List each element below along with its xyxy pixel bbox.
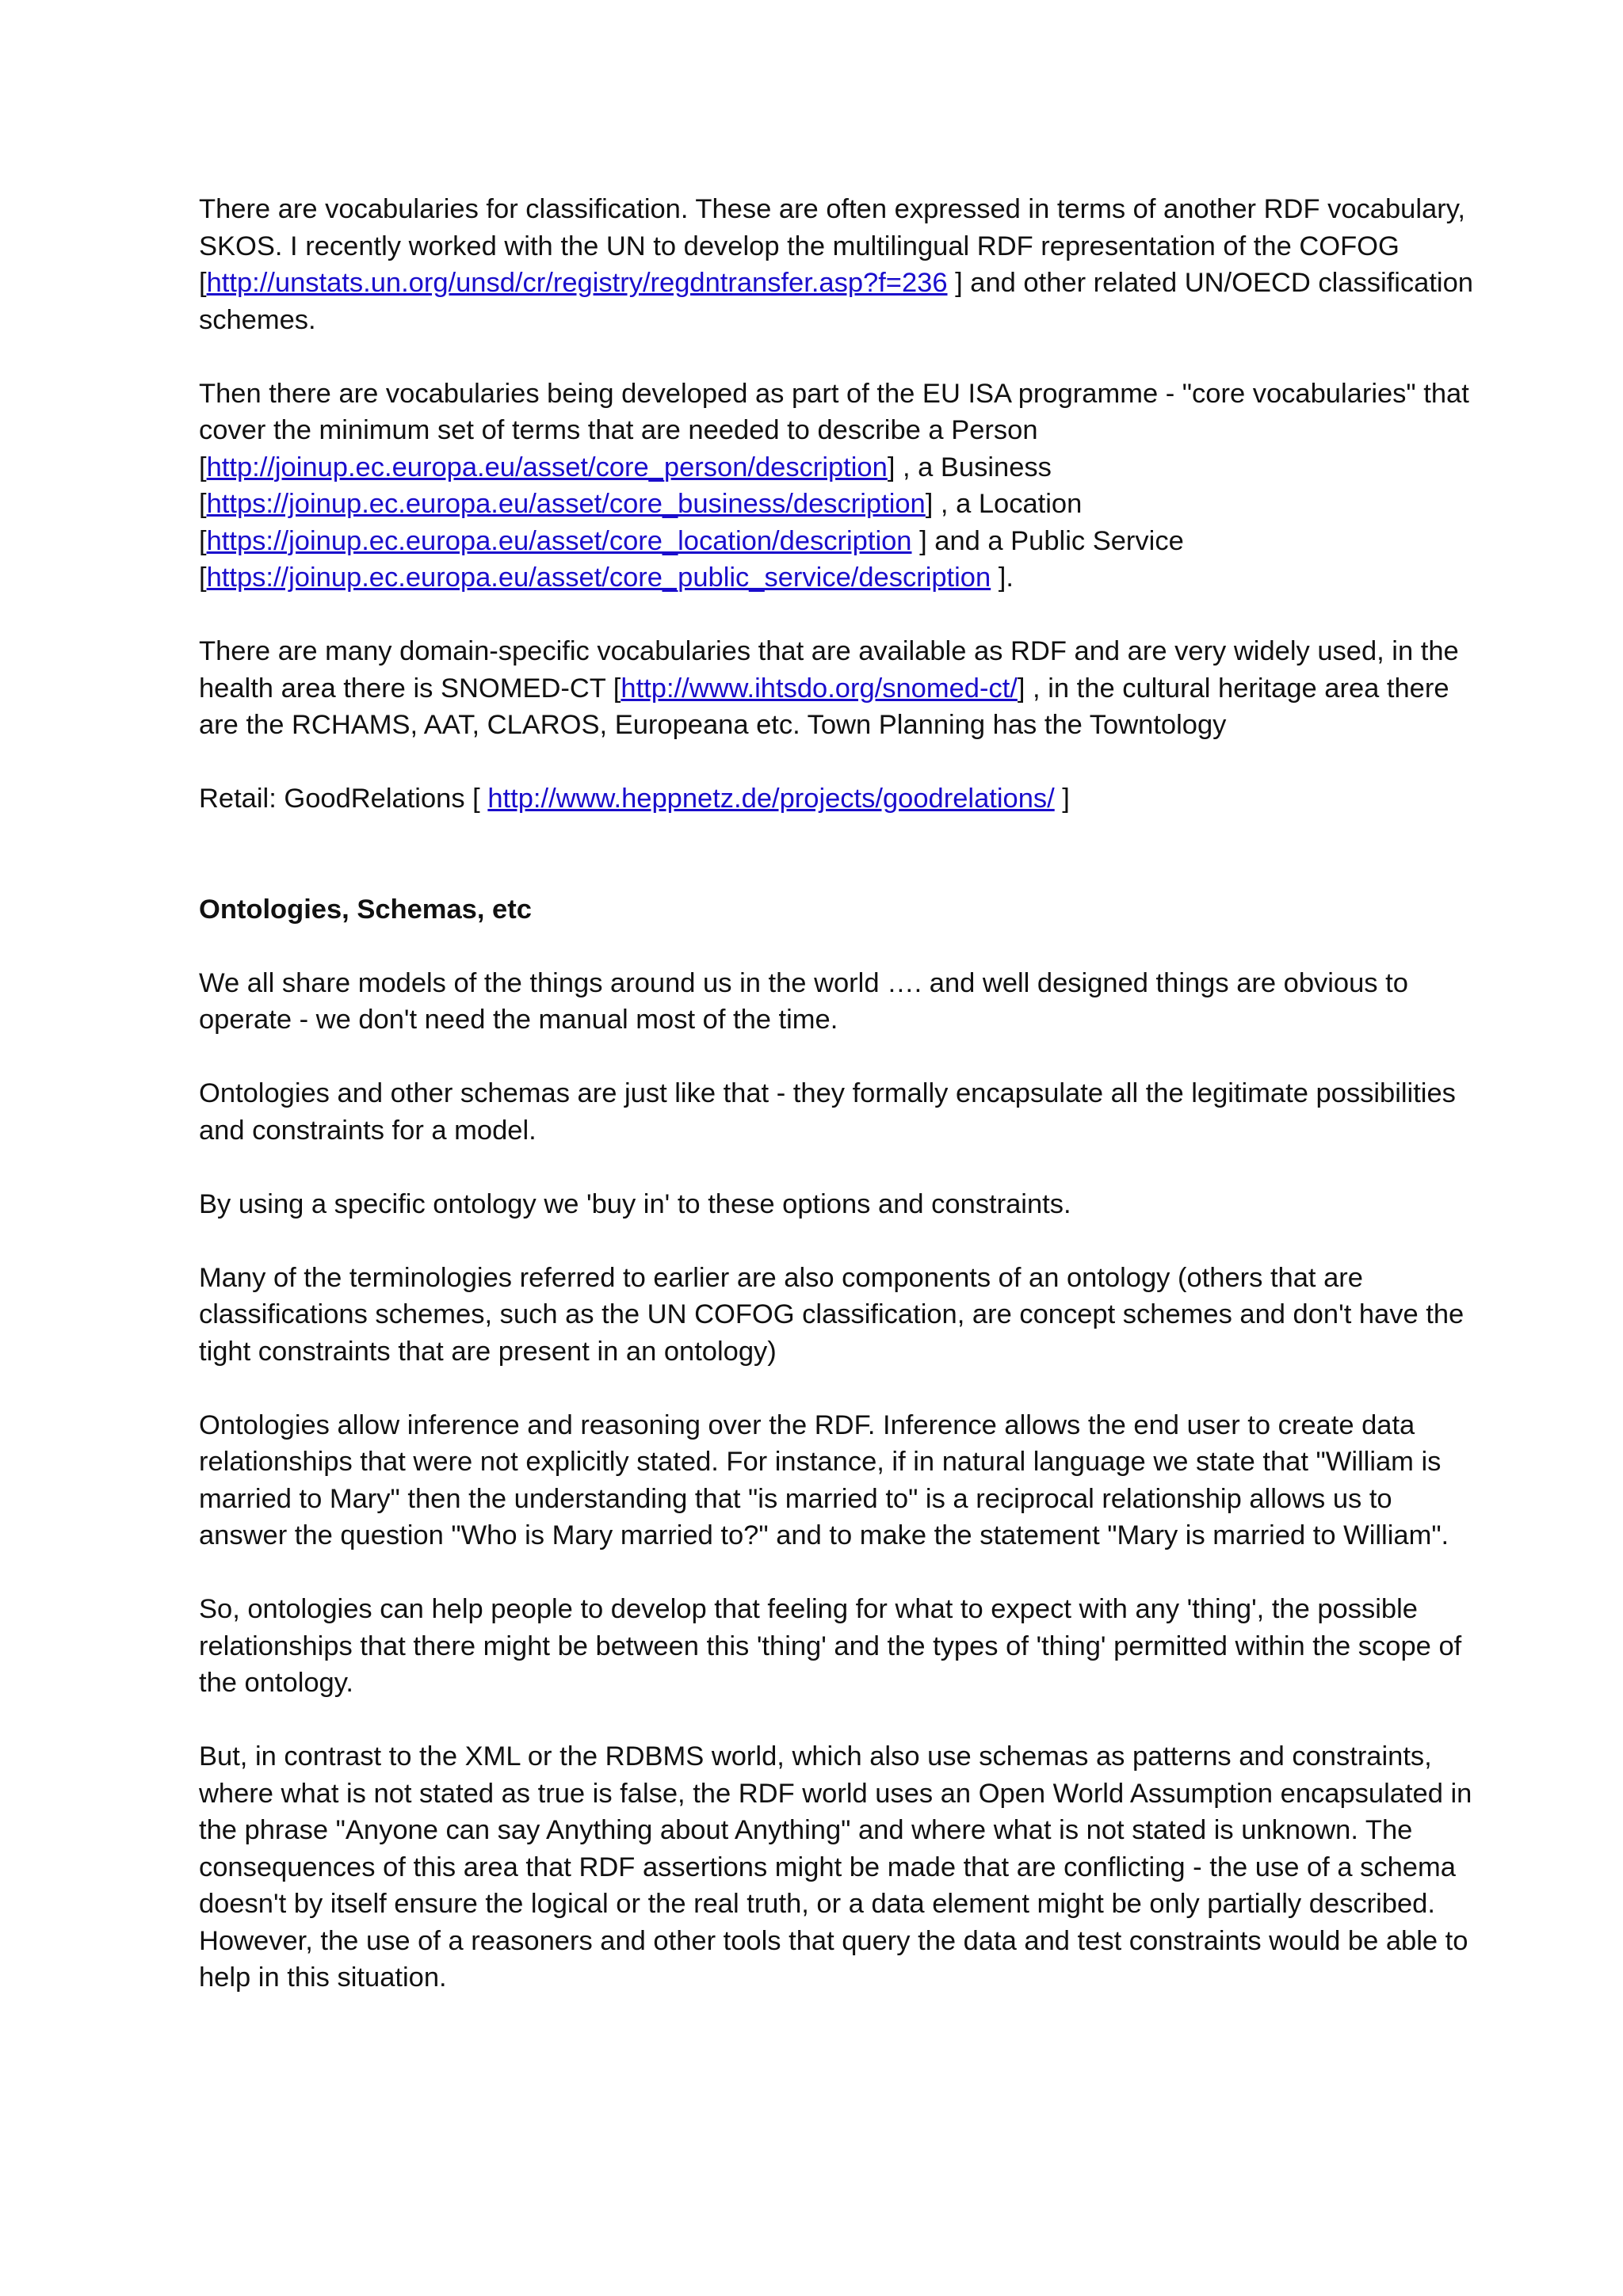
paragraph-classification-vocabularies bbox=[199, 191, 1483, 338]
core-business-link[interactable]: https://joinup.ec.europa.eu/asset/core_business/description bbox=[206, 489, 926, 519]
paragraph-retail bbox=[199, 780, 1483, 818]
paragraph-ontologies-schemas: Ontologies and other schemas are just like that - they formally encapsulate all the legitimate possibilities and constraints for a model. bbox=[199, 1078, 1456, 1146]
core-person-link[interactable]: http://joinup.ec.europa.eu/asset/core_person/description bbox=[206, 452, 888, 482]
text-segment: ] , a Business [ bbox=[199, 452, 1052, 519]
text-segment: ] , a Location [ bbox=[199, 489, 1083, 556]
paragraph-core-vocabularies bbox=[199, 376, 1483, 597]
paragraph-buy-in: By using a specific ontology we 'buy in' to these options and constraints. bbox=[199, 1188, 1071, 1219]
core-location-link[interactable]: https://joinup.ec.europa.eu/asset/core_location/description bbox=[206, 525, 912, 556]
text-segment: ] and other related UN/OECD classification schemes. bbox=[199, 268, 1473, 335]
cofog-link[interactable]: http://unstats.un.org/unsd/cr/registry/regdntransfer.asp?f=236 bbox=[206, 268, 948, 298]
paragraph-terminologies: Many of the terminologies referred to earlier are also components of an ontology (others that are classifications schemes, such as the UN COFOG classification, are concept schemes and don't have the tight constraints that are present in an ontology) bbox=[199, 1262, 1465, 1367]
text-segment: Retail: GoodRelations [ bbox=[199, 784, 488, 814]
text-segment: There are vocabularies for classification. These are often expressed in terms of another RDF vocabulary, SKOS. I recently worked with the UN to develop the multilingual RDF representation of the COFOG [ bbox=[199, 194, 1465, 298]
section-heading: Ontologies, Schemas, etc bbox=[199, 894, 532, 925]
snomed-link[interactable]: http://www.ihtsdo.org/snomed-ct/ bbox=[621, 673, 1018, 704]
text-segment: ] and a Public Service [ bbox=[199, 525, 1184, 593]
goodrelations-link[interactable]: http://www.heppnetz.de/projects/goodrelations/ bbox=[487, 784, 1055, 814]
blank-line bbox=[199, 854, 1483, 891]
paragraph-shared-models: We all share models of the things around us in the world …. and well designed things are obvious to operate - we don't need the manual most of the time. bbox=[199, 967, 1408, 1035]
document-page bbox=[199, 191, 1483, 2033]
paragraph-inference: Ontologies allow inference and reasoning over the RDF. Inference allows the end user to create data relationships that were not explicitly stated. For instance, if in natural language we state that "William is married to Mary" then the understanding that "is married to" is a reciprocal relationship allows us to answer the question "Who is Mary married to?" and to make the statement "Mary is married to William". bbox=[199, 1409, 1449, 1550]
text-segment: There are many domain-specific vocabularies that are available as RDF and are very widely used, in the health area there is SNOMED-CT [ bbox=[199, 636, 1459, 704]
text-segment: ] , in the cultural heritage area there are the RCHAMS, AAT, CLAROS, Europeana etc. Town Planning has the Towntology bbox=[199, 673, 1449, 740]
paragraph-open-world: But, in contrast to the XML or the RDBMS world, which also use schemas as patterns and constraints, where what is not stated as true is false, the RDF world uses an Open World Assumption encapsulated in the phrase "Anyone can say Anything about Anything" and where what is not stated is unknown. The consequences of this area that RDF assertions might be made that are conflicting - the use of a schema doesn't by itself ensure the logical or the real truth, or a data element might be only partially described. However, the use of a reasoners and other tools that query the data and test constraints would be able to help in this situation. bbox=[199, 1741, 1472, 1993]
text-segment: ]. bbox=[991, 563, 1014, 593]
text-segment: ] bbox=[1054, 784, 1070, 814]
text-segment: Then there are vocabularies being developed as part of the EU ISA programme - "core vocabularies" that cover the minimum set of terms that are needed to describe a Person [ bbox=[199, 378, 1469, 482]
paragraph-expectations: So, ontologies can help people to develop that feeling for what to expect with any 'thing', the possible relationships that there might be between this 'thing' and the types of 'thing' permitted within the scope of the ontology. bbox=[199, 1594, 1462, 1698]
core-public-service-link[interactable]: https://joinup.ec.europa.eu/asset/core_public_service/description bbox=[206, 563, 991, 593]
paragraph-domain-vocabularies bbox=[199, 633, 1483, 744]
